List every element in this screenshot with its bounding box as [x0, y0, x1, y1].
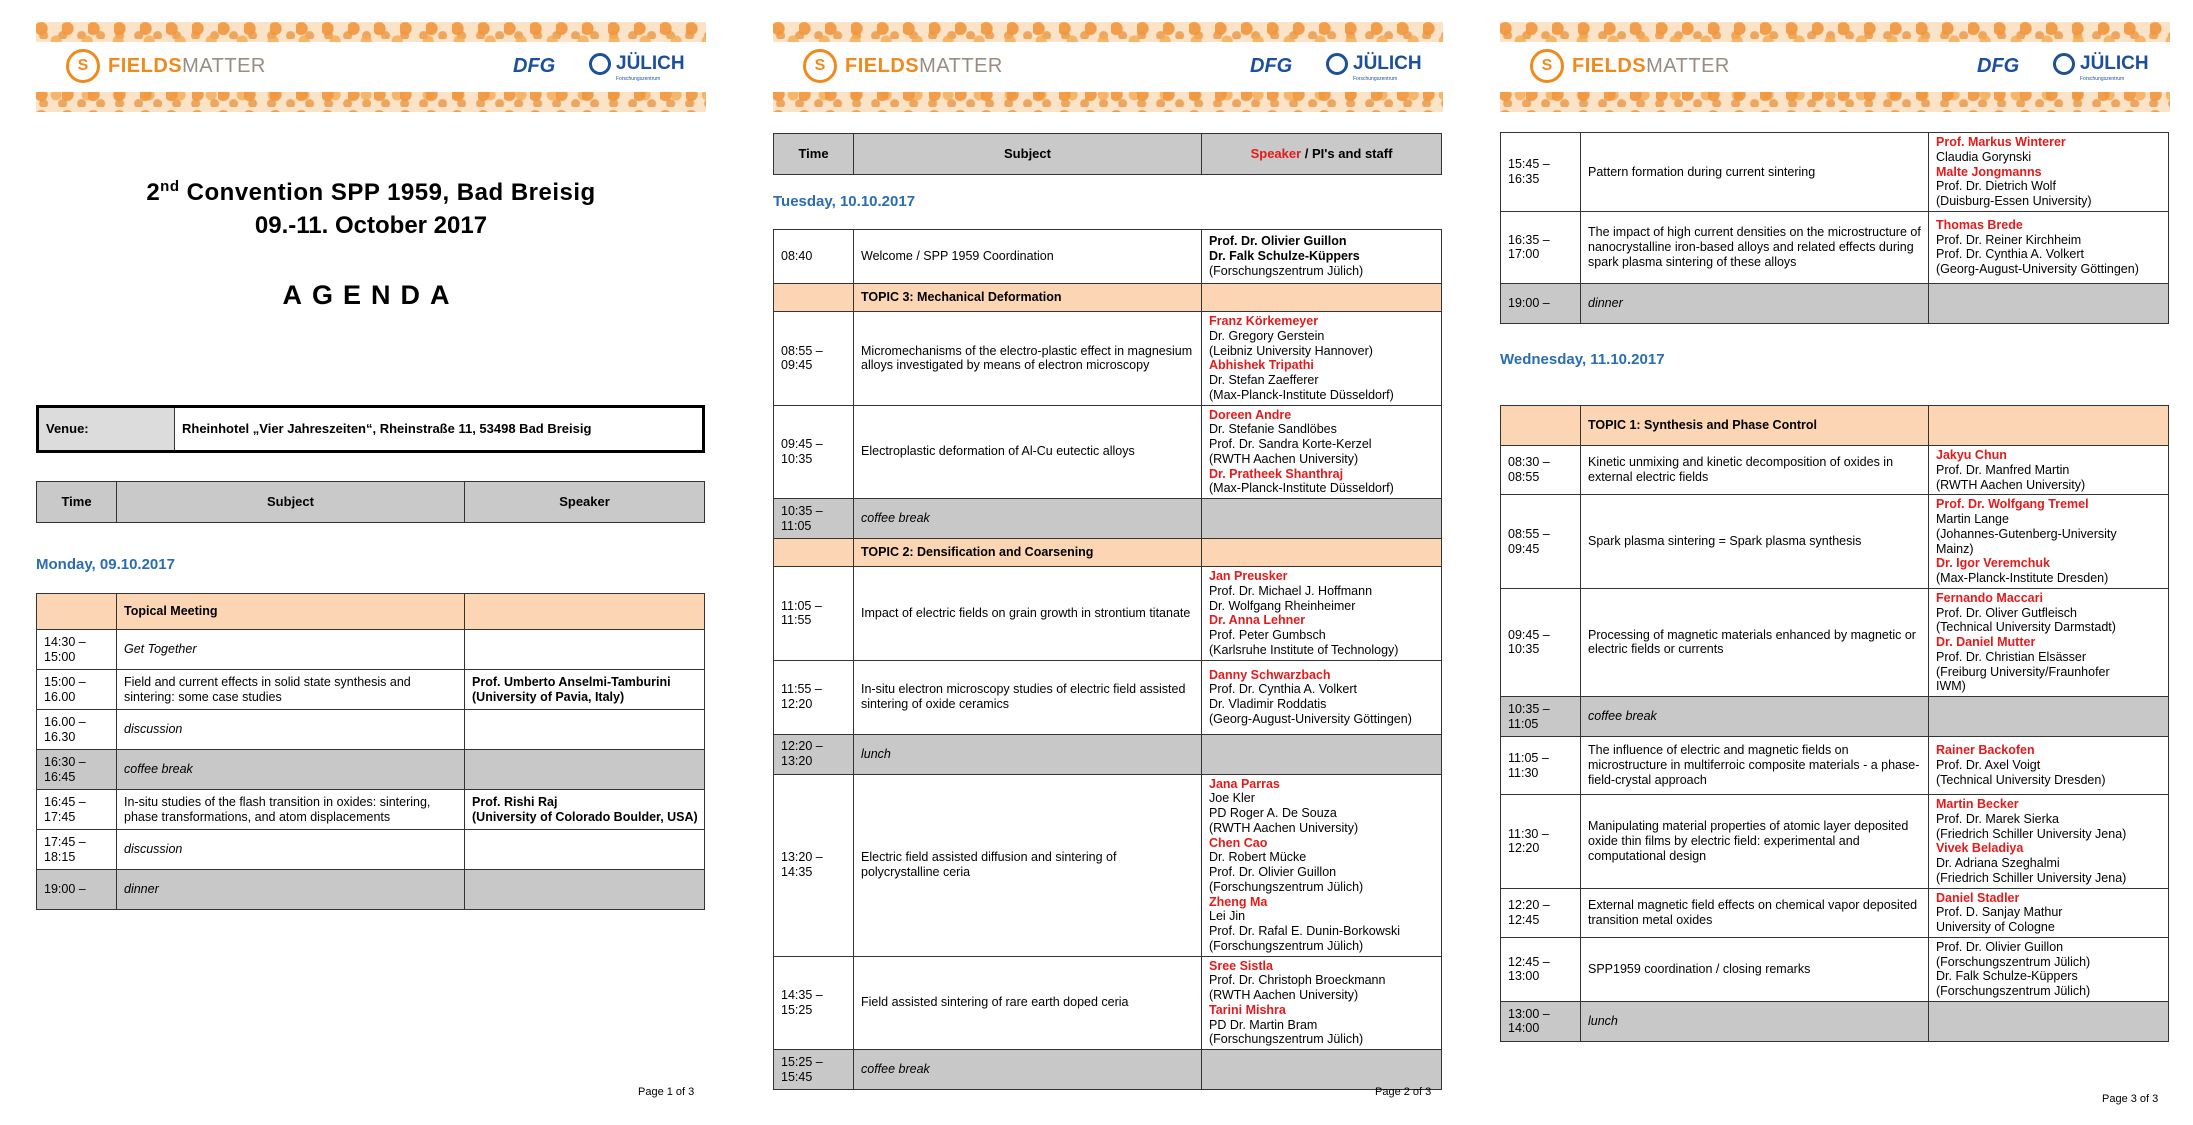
speaker-cell [1202, 499, 1442, 539]
time-cell: 11:05 – 11:55 [774, 567, 854, 661]
speaker-line: Dr. Falk Schulze-Küppers [1936, 969, 2078, 984]
speaker-line: Prof. Dr. Christoph Broeckmann [1209, 973, 1386, 988]
time-header: Time [37, 482, 117, 523]
presenter-name: Sree Sistla [1209, 958, 1273, 973]
table-row [37, 830, 705, 870]
page-2 [773, 0, 1453, 1125]
page-number: Page 3 of 3 [2102, 1093, 2159, 1105]
speaker-cell [1202, 660, 1442, 734]
speaker-line: (Max-Planck-Institute Düsseldorf) [1209, 481, 1394, 496]
speaker-cell [465, 870, 705, 910]
speaker-cell [1929, 283, 2169, 323]
speaker-line: (Technical University Darmstadt) [1936, 620, 2116, 635]
speaker-line: Dr. Gregory Gerstein [1209, 328, 1325, 343]
speaker-line: (Forschungszentrum Jülich) [1936, 984, 2091, 998]
dfg-logo: DFG [1977, 55, 2020, 77]
speaker-cell [465, 630, 705, 670]
subject-cell: lunch [854, 734, 1202, 774]
speaker-header: Speaker / PI's and staff [1202, 134, 1442, 175]
speaker-line: (Forschungszentrum Jülich) [1209, 879, 1364, 894]
subject-cell: coffee break [854, 499, 1202, 539]
agenda-table-tuesday [773, 229, 1442, 1090]
table-row [37, 710, 705, 750]
time-cell: 12:20 – 12:45 [1501, 888, 1581, 937]
topic-title: Topical Meeting [117, 594, 465, 630]
fieldsmatter-logo-icon: S [803, 49, 837, 83]
time-cell: 10:35 – 11:05 [1501, 697, 1581, 737]
table-row [1501, 888, 2169, 937]
julich-logo-icon [1326, 53, 1348, 75]
speaker-line: (Friedrich Schiller University Jena) [1936, 870, 2127, 885]
break-row [1501, 697, 2169, 737]
topic-row [774, 284, 1442, 312]
presenter-name: Jakyu Chun [1936, 448, 2007, 462]
presenter-name: Jan Preusker [1209, 569, 1288, 583]
subject-cell: coffee break [1581, 697, 1929, 737]
speaker-cell [1202, 956, 1442, 1050]
table-row [774, 230, 1442, 284]
speaker-line: Dr. Robert Mücke [1209, 850, 1307, 865]
speaker-cell [1202, 312, 1442, 406]
speaker-line: (University of Pavia, Italy) [472, 689, 625, 704]
topic-row [774, 539, 1442, 567]
table-row [774, 405, 1442, 499]
table-row [1501, 588, 2169, 696]
time-cell: 15:45 – 16:35 [1501, 133, 1581, 212]
break-row [37, 750, 705, 790]
speaker-cell [1929, 495, 2169, 589]
time-cell: 11:05 – 11:30 [1501, 737, 1581, 795]
speaker-line: (RWTH Aachen University) [1209, 451, 1359, 466]
speaker-line: (University of Colorado Boulder, USA) [472, 809, 698, 824]
table-row [774, 312, 1442, 406]
agenda-table-wednesday [1500, 405, 2169, 1042]
speaker-cell [1202, 284, 1442, 312]
subject-cell: Manipulating material properties of atomic layer deposited oxide thin films by electric field: experimental and computational design [1581, 795, 1929, 889]
venue-table [36, 405, 705, 453]
speaker-cell [465, 670, 705, 710]
table-row [1501, 795, 2169, 889]
speaker-line: Prof. Peter Gumbsch [1209, 628, 1326, 642]
time-cell [1501, 406, 1581, 446]
day-heading: Tuesday, 10.10.2017 [773, 193, 916, 210]
table-row [774, 567, 1442, 661]
speaker-line: Prof. Dr. Rafal E. Dunin-Borkowski [1209, 924, 1401, 938]
speaker-cell [1929, 795, 2169, 889]
speaker-cell [1202, 774, 1442, 956]
subject-cell: dinner [117, 870, 465, 910]
julich-logo: JÜLICH [2080, 53, 2149, 74]
presenter-name: Dr. Daniel Mutter [1936, 635, 2036, 649]
time-cell: 15:00 – 16.00 [37, 670, 117, 710]
break-row [774, 734, 1442, 774]
speaker-line: Dr. Vladimir Roddatis [1209, 697, 1327, 711]
speaker-line: PD Dr. Martin Bram [1209, 1017, 1318, 1032]
table-row [37, 790, 705, 830]
topic-row [1501, 406, 2169, 446]
speaker-cell [1202, 539, 1442, 567]
time-cell [37, 594, 117, 630]
presenter-name: Dr. Igor Veremchuk [1936, 556, 2050, 571]
topic-title: TOPIC 3: Mechanical Deformation [854, 284, 1202, 312]
speaker-line: (Karlsruhe Institute of Technology) [1209, 642, 1399, 657]
table-row [1501, 446, 2169, 495]
speaker-line: Prof. Dr. Marek Sierka [1936, 811, 2059, 826]
speaker-cell [1202, 567, 1442, 661]
agenda-table-tuesday-cont [1500, 132, 2169, 324]
speaker-line: Dr. Stefan Zaefferer [1209, 373, 1319, 387]
time-cell: 08:30 – 08:55 [1501, 446, 1581, 495]
break-row [37, 870, 705, 910]
presenter-name: Danny Schwarzbach [1209, 667, 1331, 682]
speaker-line: (Johannes-Gutenberg-University [1936, 526, 2117, 541]
fieldsmatter-logo-text: FIELDSMATTER [108, 55, 266, 77]
document-title: 2nd Convention SPP 1959, Bad Breisig [146, 178, 596, 206]
topic-row [37, 594, 705, 630]
presenter-name: Chen Cao [1209, 835, 1268, 850]
subject-cell: coffee break [117, 750, 465, 790]
time-cell: 15:25 – 15:45 [774, 1050, 854, 1090]
speaker-cell [1202, 1050, 1442, 1090]
speaker-line: Prof. Dr. Christian Elsässer [1936, 649, 2087, 664]
subject-cell: dinner [1581, 283, 1929, 323]
speaker-cell [465, 790, 705, 830]
subject-cell: Field and current effects in solid state synthesis and sintering: some case studies [117, 670, 465, 710]
time-cell: 16:35 – 17:00 [1501, 211, 1581, 283]
speaker-line: Prof. Dr. Cynthia A. Volkert [1936, 247, 2084, 262]
subject-header: Subject [117, 482, 465, 523]
speaker-line: (Forschungszentrum Jülich) [1936, 954, 2091, 969]
table-row [774, 774, 1442, 956]
subject-cell: Pattern formation during current sintering [1581, 133, 1929, 212]
speaker-line: Dr. Falk Schulze-Küppers [1209, 249, 1360, 264]
time-cell: 13:00 – 14:00 [1501, 1001, 1581, 1041]
table-row [774, 660, 1442, 734]
julich-logo-sub: Forschungszentrum [616, 76, 661, 82]
subject-cell: In-situ studies of the flash transition in oxides: sintering, phase transformations, and atom displacements [117, 790, 465, 830]
speaker-line: (Technical University Dresden) [1936, 772, 2106, 787]
speaker-line: (RWTH Aachen University) [1209, 988, 1359, 1002]
presenter-name: Tarini Mishra [1209, 1002, 1286, 1017]
agenda-table-monday [36, 593, 705, 910]
speaker-line: Mainz) [1936, 541, 1974, 556]
subject-cell: The impact of high current densities on the microstructure of nanocrystalline iron-based alloys and related effects during spark plasma sintering of these alloys [1581, 211, 1929, 283]
speaker-line: Prof. Dr. Axel Voigt [1936, 758, 2041, 773]
subject-cell: SPP1959 coordination / closing remarks [1581, 937, 1929, 1001]
time-cell: 08:55 – 09:45 [774, 312, 854, 406]
time-cell: 09:45 – 10:35 [774, 405, 854, 499]
speaker-line: (Forschungszentrum Jülich) [1209, 938, 1364, 953]
speaker-line: Dr. Adriana Szeghalmi [1936, 856, 2060, 870]
julich-logo-icon [2053, 53, 2075, 75]
dfg-logo: DFG [513, 55, 556, 77]
day-heading: Monday, 09.10.2017 [36, 556, 175, 573]
break-row [1501, 1001, 2169, 1041]
speaker-line: (Max-Planck-Institute Düsseldorf) [1209, 387, 1394, 402]
speaker-line: (Freiburg University/Fraunhofer [1936, 664, 2110, 679]
table-row [1501, 737, 2169, 795]
presenter-name: Daniel Stadler [1936, 890, 2020, 905]
document-dates: 09.-11. October 2017 [254, 212, 488, 239]
page-number: Page 1 of 3 [638, 1086, 695, 1098]
header-table [773, 133, 1442, 175]
julich-logo: JÜLICH [1353, 53, 1422, 74]
speaker-line: (Georg-August-University Göttingen) [1209, 711, 1412, 726]
subject-cell: Get Together [117, 630, 465, 670]
page-3 [1500, 0, 2180, 1125]
subject-cell: coffee break [854, 1050, 1202, 1090]
presenter-name: Vivek Beladiya [1936, 841, 2024, 856]
subject-cell: discussion [117, 830, 465, 870]
break-row [774, 1050, 1442, 1090]
speaker-cell [1929, 133, 2169, 212]
break-row [1501, 283, 2169, 323]
speaker-cell [1929, 888, 2169, 937]
speaker-line: Prof. Umberto Anselmi-Tamburini [472, 674, 671, 689]
julich-logo-icon [589, 53, 611, 75]
time-cell: 16:30 – 16:45 [37, 750, 117, 790]
subject-cell: Processing of magnetic materials enhanced by magnetic or electric fields or currents [1581, 588, 1929, 696]
speaker-line: Prof. Dr. Olivier Guillon [1209, 234, 1347, 249]
speaker-cell [465, 710, 705, 750]
subject-cell: Micromechanisms of the electro-plastic effect in magnesium alloys investigated by means of electron microscopy [854, 312, 1202, 406]
presenter-name: Prof. Dr. Wolfgang Tremel [1936, 497, 2089, 512]
speaker-line: Lei Jin [1209, 909, 1246, 924]
speaker-cell [1929, 737, 2169, 795]
day-heading: Wednesday, 11.10.2017 [1500, 351, 1665, 368]
speaker-line: University of Cologne [1936, 920, 2055, 934]
subject-cell: In-situ electron microscopy studies of electric field assisted sintering of oxide ceramics [854, 660, 1202, 734]
subject-cell: Field assisted sintering of rare earth doped ceria [854, 956, 1202, 1050]
table-row [774, 956, 1442, 1050]
speaker-line: PD Roger A. De Souza [1209, 806, 1337, 820]
time-cell: 09:45 – 10:35 [1501, 588, 1581, 696]
speaker-cell [1202, 405, 1442, 499]
table-row [1501, 495, 2169, 589]
time-cell: 16.00 – 16.30 [37, 710, 117, 750]
dfg-logo: DFG [1250, 55, 1293, 77]
speaker-line: IWM) [1936, 679, 1966, 694]
time-cell: 12:20 – 13:20 [774, 734, 854, 774]
subject-cell: discussion [117, 710, 465, 750]
page-1 [36, 0, 716, 1125]
subject-header: Subject [854, 134, 1202, 175]
speaker-line: (Georg-August-University Göttingen) [1936, 262, 2139, 276]
presenter-name: Fernando Maccari [1936, 590, 2043, 605]
speaker-cell [465, 594, 705, 630]
venue-label: Venue: [38, 407, 175, 452]
table-row [37, 670, 705, 710]
speaker-line: Prof. Dr. Cynthia A. Volkert [1209, 682, 1357, 697]
speaker-cell [1202, 734, 1442, 774]
presenter-name: Rainer Backofen [1936, 743, 2035, 758]
presenter-name: Franz Körkemeyer [1209, 314, 1319, 328]
fieldsmatter-logo-text: FIELDSMATTER [1572, 55, 1730, 77]
speaker-line: (Forschungszentrum Jülich) [1209, 1032, 1364, 1047]
speaker-cell [1929, 211, 2169, 283]
presenter-name: Malte Jongmanns [1936, 164, 2042, 179]
subject-cell: Kinetic unmixing and kinetic decomposition of oxides in external electric fields [1581, 446, 1929, 495]
speaker-line: (Friedrich Schiller University Jena) [1936, 826, 2127, 841]
speaker-line: Prof. Dr. Olivier Guillon [1936, 939, 2064, 954]
speaker-line: (Duisburg-Essen University) [1936, 194, 2092, 208]
topic-title: TOPIC 2: Densification and Coarsening [854, 539, 1202, 567]
speaker-line: (Leibniz University Hannover) [1209, 343, 1373, 358]
speaker-cell [1929, 446, 2169, 495]
speaker-line: Martin Lange [1936, 512, 2009, 526]
table-row [1501, 937, 2169, 1001]
banner [36, 22, 706, 112]
speaker-line: Prof. Dr. Reiner Kirchheim [1936, 232, 2082, 247]
time-cell: 19:00 – [1501, 283, 1581, 323]
subject-cell: Spark plasma sintering = Spark plasma synthesis [1581, 495, 1929, 589]
fieldsmatter-logo-icon: S [1530, 49, 1564, 83]
julich-logo-sub: Forschungszentrum [1353, 76, 1398, 82]
fieldsmatter-logo-icon: S [66, 49, 100, 83]
subject-cell: lunch [1581, 1001, 1929, 1041]
banner [773, 22, 1443, 112]
presenter-name: Doreen Andre [1209, 407, 1292, 422]
presenter-name: Martin Becker [1936, 797, 2019, 811]
speaker-line: Dr. Stefanie Sandlöbes [1209, 422, 1337, 437]
speaker-line: Dr. Wolfgang Rheinheimer [1209, 598, 1356, 613]
presenter-name: Abhishek Tripathi [1209, 358, 1314, 373]
subject-cell: Electroplastic deformation of Al-Cu eutectic alloys [854, 405, 1202, 499]
speaker-line: (RWTH Aachen University) [1209, 820, 1359, 835]
subject-cell: Electric field assisted diffusion and sintering of polycrystalline ceria [854, 774, 1202, 956]
speaker-line: Prof. Dr. Dietrich Wolf [1936, 179, 2056, 194]
table-row [37, 630, 705, 670]
presenter-name: Zheng Ma [1209, 894, 1268, 909]
speaker-line: Prof. Dr. Oliver Gutfleisch [1936, 605, 2078, 620]
time-cell: 14:30 – 15:00 [37, 630, 117, 670]
speaker-line: Prof. D. Sanjay Mathur [1936, 905, 2063, 920]
presenter-name: Dr. Pratheek Shanthraj [1209, 466, 1344, 481]
table-row [1501, 211, 2169, 283]
subject-cell: The influence of electric and magnetic fields on microstructure in multiferroic composite materials - a phase-field-crystal approach [1581, 737, 1929, 795]
speaker-line: (Forschungszentrum Jülich) [1209, 263, 1364, 278]
agenda-heading: AGENDA [282, 280, 460, 310]
presenter-name: Thomas Brede [1936, 217, 2023, 232]
speaker-cell [465, 750, 705, 790]
speaker-cell [1929, 406, 2169, 446]
julich-logo-sub: Forschungszentrum [2080, 76, 2125, 82]
time-cell: 11:55 – 12:20 [774, 660, 854, 734]
presenter-name: Dr. Anna Lehner [1209, 613, 1306, 628]
time-cell: 19:00 – [37, 870, 117, 910]
time-cell: 10:35 – 11:05 [774, 499, 854, 539]
topic-title: TOPIC 1: Synthesis and Phase Control [1581, 406, 1929, 446]
time-cell: 14:35 – 15:25 [774, 956, 854, 1050]
banner [1500, 22, 2170, 112]
speaker-cell [1929, 697, 2169, 737]
time-cell: 17:45 – 18:15 [37, 830, 117, 870]
subject-cell: External magnetic field effects on chemical vapor deposited transition metal oxides [1581, 888, 1929, 937]
time-cell: 08:40 [774, 230, 854, 284]
header-table [36, 481, 705, 523]
page-number: Page 2 of 3 [1375, 1086, 1432, 1098]
time-cell: 11:30 – 12:20 [1501, 795, 1581, 889]
time-cell [774, 539, 854, 567]
venue-value: Rheinhotel „Vier Jahreszeiten“, Rheinstraße 11, 53498 Bad Breisig [175, 407, 704, 452]
presenter-name: Jana Parras [1209, 776, 1280, 791]
presenter-name: Prof. Markus Winterer [1936, 135, 2066, 149]
time-cell: 12:45 – 13:00 [1501, 937, 1581, 1001]
speaker-line: Prof. Rishi Raj [472, 794, 558, 809]
speaker-line: Joe Kler [1209, 791, 1255, 806]
speaker-line: Claudia Gorynski [1936, 149, 2032, 164]
speaker-cell [1929, 588, 2169, 696]
time-cell [774, 284, 854, 312]
subject-cell: Impact of electric fields on grain growth in strontium titanate [854, 567, 1202, 661]
fieldsmatter-logo-text: FIELDSMATTER [845, 55, 1003, 77]
speaker-header: Speaker [465, 482, 705, 523]
speaker-cell [465, 830, 705, 870]
speaker-cell [1929, 937, 2169, 1001]
time-cell: 13:20 – 14:35 [774, 774, 854, 956]
time-header: Time [774, 134, 854, 175]
subject-cell: Welcome / SPP 1959 Coordination [854, 230, 1202, 284]
break-row [774, 499, 1442, 539]
time-cell: 16:45 – 17:45 [37, 790, 117, 830]
julich-logo: JÜLICH [616, 53, 685, 74]
speaker-line: Prof. Dr. Manfred Martin [1936, 462, 2070, 477]
speaker-line: Prof. Dr. Olivier Guillon [1209, 865, 1337, 879]
time-cell: 08:55 – 09:45 [1501, 495, 1581, 589]
speaker-line: (RWTH Aachen University) [1936, 477, 2086, 492]
speaker-line: Prof. Dr. Sandra Korte-Kerzel [1209, 437, 1372, 451]
table-row [1501, 133, 2169, 212]
speaker-line: (Max-Planck-Institute Dresden) [1936, 571, 2109, 585]
speaker-line: Prof. Dr. Michael J. Hoffmann [1209, 583, 1373, 598]
speaker-cell [1202, 230, 1442, 284]
speaker-cell [1929, 1001, 2169, 1041]
